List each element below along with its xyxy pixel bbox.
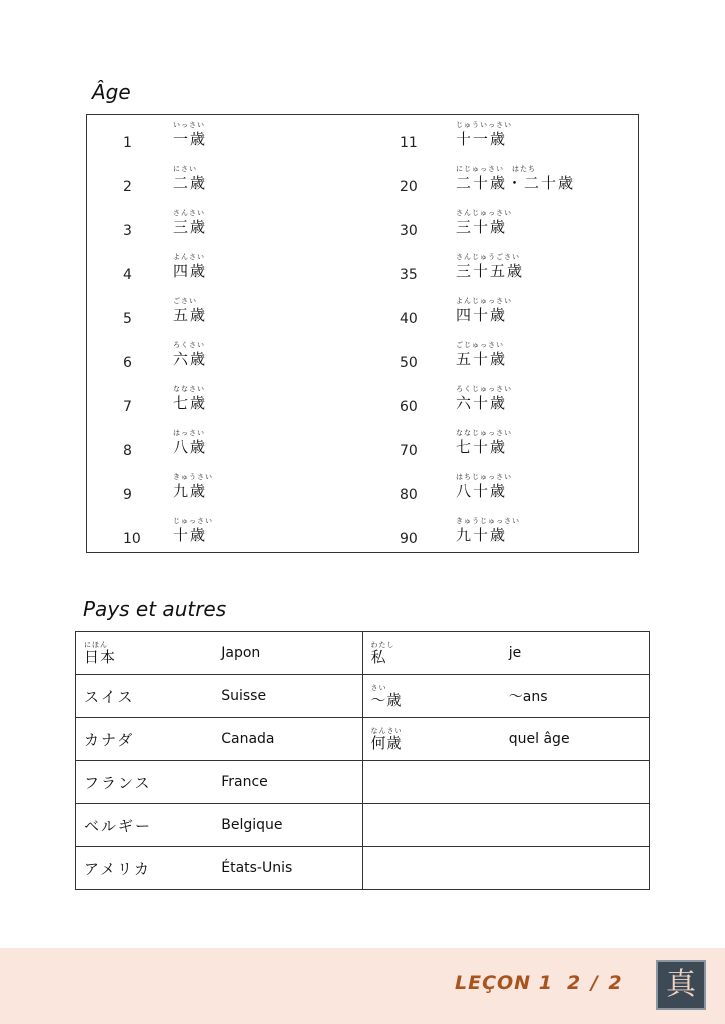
age-number: 40 [400, 311, 418, 327]
cell-french [213, 804, 362, 847]
kanji: 五歳 [173, 306, 208, 324]
age-reading [456, 385, 512, 412]
age-number: 6 [123, 355, 132, 371]
age-number: 5 [123, 311, 132, 327]
furigana: ごさい [173, 297, 197, 305]
french-word: Canada [221, 731, 275, 747]
table-row [76, 718, 650, 761]
age-row [87, 517, 638, 561]
japanese-word: 日本 [84, 647, 117, 666]
cell-french [213, 675, 362, 718]
age-number: 80 [400, 487, 418, 503]
french-word: France [221, 774, 268, 790]
furigana: よんじゅっさい [456, 297, 512, 305]
age-row [87, 165, 638, 209]
kanji: 三歳 [173, 218, 208, 236]
cell-french [501, 761, 650, 804]
japanese-word: 私 [370, 647, 387, 666]
kanji: 七歳 [173, 394, 208, 412]
kanji: 八歳 [173, 438, 208, 456]
japanese-word: スイス [84, 687, 135, 706]
cell-french [501, 847, 650, 890]
cell-japanese [362, 675, 501, 718]
kanji: 三十歳 [456, 218, 508, 236]
age-row [87, 297, 638, 341]
kanji: 十一歳 [456, 130, 508, 148]
furigana: さんさい [173, 209, 205, 217]
japanese-word: 何歳 [370, 733, 403, 752]
age-reading [173, 473, 213, 500]
table-row [76, 675, 650, 718]
kanji: 七十歳 [456, 438, 508, 456]
kanji: 一歳 [173, 130, 208, 148]
age-reading [173, 209, 207, 236]
kanji: 九十歳 [456, 526, 508, 544]
cell-japanese [362, 718, 501, 761]
french-word: Suisse [221, 688, 267, 704]
furigana: きゅうじゅっさい [456, 517, 520, 525]
age-number: 20 [400, 179, 418, 195]
furigana: じゅういっさい [456, 121, 512, 129]
furigana: はっさい [173, 429, 205, 437]
cell-japanese [362, 847, 501, 890]
age-reading [173, 165, 207, 192]
cell-french [213, 632, 362, 675]
cell-japanese [76, 632, 214, 675]
french-word: je [508, 645, 522, 661]
furigana: さい [370, 683, 387, 692]
furigana: よんさい [173, 253, 205, 261]
pays-section-title: Pays et autres [83, 597, 227, 621]
furigana: ろくじゅっさい [456, 385, 512, 393]
japanese-word: アメリカ [84, 859, 151, 878]
furigana: わたし [370, 640, 395, 649]
japanese-word: ～歳 [370, 690, 403, 709]
french-word: Japon [221, 645, 261, 661]
age-section-title: Âge [92, 80, 131, 104]
furigana: ごじゅっさい [456, 341, 504, 349]
age-row [87, 341, 638, 385]
kanji: 三十五歳 [456, 262, 525, 280]
age-reading [173, 253, 207, 280]
cell-french [501, 675, 650, 718]
table-row [76, 632, 650, 675]
age-number: 35 [400, 267, 418, 283]
table-row [76, 804, 650, 847]
furigana: はちじゅっさい [456, 473, 512, 481]
furigana: ななさい [173, 385, 205, 393]
logo-glyph: 真 [666, 967, 696, 1002]
cell-japanese [76, 847, 214, 890]
french-word: quel âge [508, 731, 570, 747]
furigana: きゅうさい [173, 473, 213, 481]
cell-french [501, 718, 650, 761]
cell-japanese [76, 804, 214, 847]
kanji: 六歳 [173, 350, 208, 368]
age-row [87, 121, 638, 165]
age-number: 90 [400, 531, 418, 547]
page-number: 2 / 2 [567, 972, 624, 994]
age-number: 9 [123, 487, 132, 503]
logo [656, 960, 706, 1010]
age-row [87, 429, 638, 473]
age-reading [173, 385, 207, 412]
age-reading [456, 121, 512, 148]
cell-french [501, 804, 650, 847]
age-number: 8 [123, 443, 132, 459]
age-reading [456, 209, 512, 236]
furigana: いっさい [173, 121, 205, 129]
furigana: さんじゅっさい [456, 209, 512, 217]
furigana: にじゅっさい はたち [456, 165, 536, 173]
cell-french [213, 847, 362, 890]
age-number: 60 [400, 399, 418, 415]
cell-french [501, 632, 650, 675]
age-reading [456, 297, 512, 324]
table-row [76, 761, 650, 804]
cell-japanese [76, 718, 214, 761]
furigana: にほん [84, 640, 108, 649]
cell-french [213, 761, 362, 804]
age-number: 10 [123, 531, 141, 547]
kanji: 四十歳 [456, 306, 508, 324]
age-number: 2 [123, 179, 132, 195]
japanese-word: フランス [84, 773, 152, 792]
cell-japanese [362, 804, 501, 847]
lesson-label: LEÇON 1 [455, 972, 553, 994]
furigana: にさい [173, 165, 197, 173]
age-reading [456, 473, 512, 500]
age-number: 11 [400, 135, 418, 151]
furigana: さんじゅうごさい [456, 253, 520, 261]
kanji: 九歳 [173, 482, 208, 500]
age-number: 4 [123, 267, 132, 283]
age-row [87, 253, 638, 297]
japanese-word: ベルギー [84, 816, 153, 835]
furigana: なんさい [370, 726, 403, 735]
age-number: 3 [123, 223, 132, 239]
kanji: 四歳 [173, 262, 208, 280]
french-word: États-Unis [221, 860, 293, 876]
kanji: 二歳 [173, 174, 208, 192]
cell-french [213, 718, 362, 761]
furigana: ななじゅっさい [456, 429, 512, 437]
furigana: じゅっさい [173, 517, 213, 525]
french-word: ～ans [508, 689, 548, 705]
age-number: 30 [400, 223, 418, 239]
cell-japanese [76, 675, 214, 718]
french-word: Belgique [221, 817, 283, 833]
age-number: 1 [123, 135, 132, 151]
age-row [87, 385, 638, 429]
age-row [87, 209, 638, 253]
cell-japanese [362, 632, 501, 675]
age-reading [173, 517, 213, 544]
age-reading [456, 341, 507, 368]
age-table [86, 114, 639, 553]
age-reading [173, 297, 207, 324]
furigana: ろくさい [173, 341, 205, 349]
kanji: 八十歳 [456, 482, 508, 500]
kanji: 五十歳 [456, 350, 508, 368]
age-number: 50 [400, 355, 418, 371]
age-reading [456, 253, 524, 280]
kanji: 二十歳・二十歳 [456, 174, 576, 192]
age-number: 70 [400, 443, 418, 459]
cell-japanese [362, 761, 501, 804]
age-number: 7 [123, 399, 132, 415]
age-reading [456, 517, 520, 544]
age-row [87, 473, 638, 517]
japanese-word: カナダ [84, 730, 135, 749]
table-row [76, 847, 650, 890]
cell-japanese [76, 761, 214, 804]
age-reading [173, 121, 207, 148]
kanji: 十歳 [173, 526, 208, 544]
age-reading [456, 165, 575, 192]
age-reading [173, 429, 207, 456]
pays-table [75, 631, 650, 890]
kanji: 六十歳 [456, 394, 508, 412]
age-reading [456, 429, 512, 456]
age-reading [173, 341, 207, 368]
